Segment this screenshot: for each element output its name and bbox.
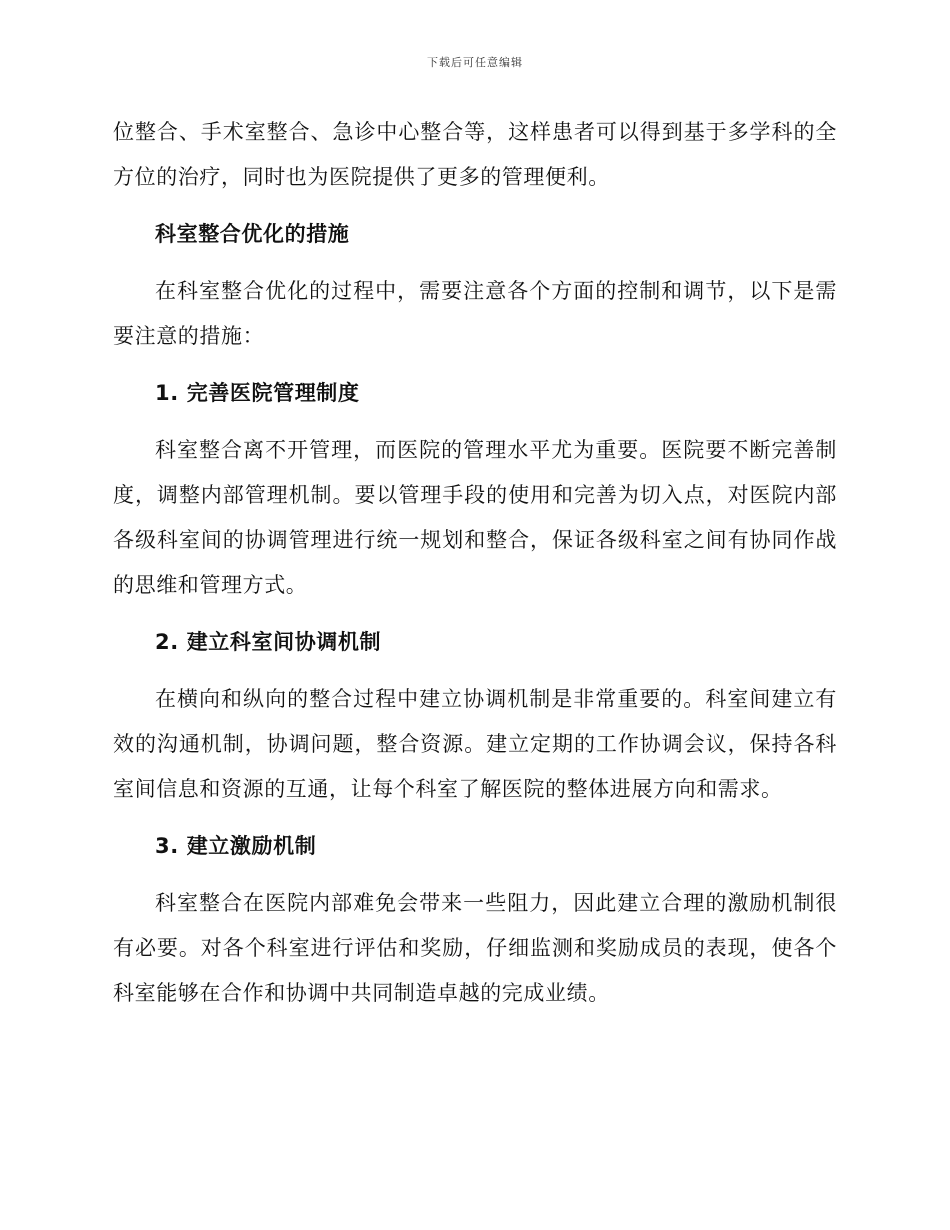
subheading-2: 2. 建立科室间协调机制 (155, 630, 382, 654)
page-header-note: 下载后可任意编辑 (427, 56, 523, 69)
subheading-1: 1. 完善医院管理制度 (155, 381, 360, 405)
section-heading: 科室整合优化的措施 (155, 222, 350, 246)
subheading-3: 3. 建立激励机制 (155, 834, 317, 858)
paragraph-intro: 在科室整合优化的过程中，需要注意各个方面的控制和调节，以下是需要注意的措施： (113, 279, 837, 348)
paragraph-1: 科室整合离不开管理，而医院的管理水平尤为重要。医院要不断完善制度，调整内部管理机制。要以管理手段的使用和完善为切入点，对医院内部各级科室间的协调管理进行统一规划和整合，保证各级科室之间有协同作战的思维和管理方式。 (113, 438, 837, 597)
paragraph-continuation: 位整合、手术室整合、急诊中心整合等，这样患者可以得到基于多学科的全方位的治疗，同时也为医院提供了更多的管理便利。 (113, 120, 837, 189)
paragraph-2: 在横向和纵向的整合过程中建立协调机制是非常重要的。科室间建立有效的沟通机制，协调问题，整合资源。建立定期的工作协调会议，保持各科室间信息和资源的互通，让每个科室了解医院的整体进展方向和需求。 (113, 687, 837, 801)
paragraph-3: 科室整合在医院内部难免会带来一些阻力，因此建立合理的激励机制很有必要。对各个科室进行评估和奖励，仔细监测和奖励成员的表现，使各个科室能够在合作和协调中共同制造卓越的完成业绩。 (113, 891, 837, 1005)
document-body (113, 110, 837, 1016)
